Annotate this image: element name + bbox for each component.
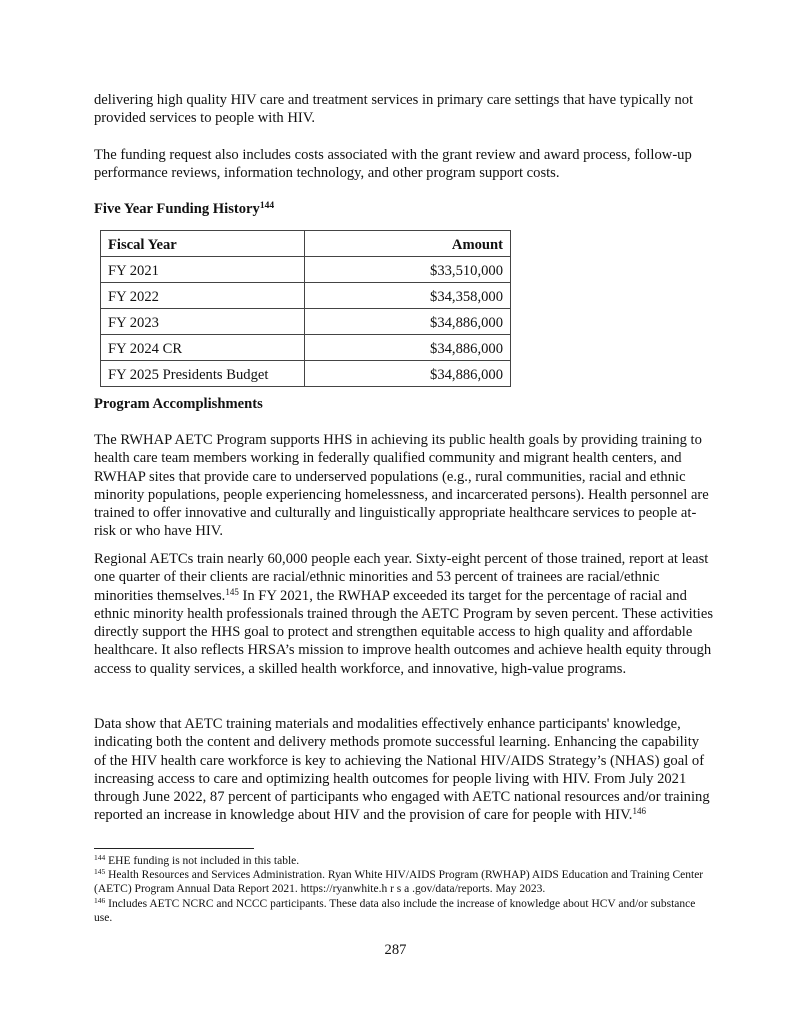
funding-request-paragraph: The funding request also includes costs associated with the grant review and award process, follow-up performance reviews, information technology, and other program support costs.	[94, 147, 692, 182]
intro-continuation-paragraph: delivering high quality HIV care and treatment services in primary care settings that have typically not provided services to people with HIV.	[94, 92, 694, 127]
footnote-number: 146	[94, 896, 106, 905]
footnote-text: Includes AETC NCRC and NCCC participants. These data also include the increase of knowledge about HCV and/or substance use.	[94, 898, 696, 925]
page-number: 287	[384, 942, 407, 958]
table-row	[101, 257, 511, 283]
fiscal-year-cell: FY 2021	[101, 257, 305, 283]
footnote-146	[94, 897, 714, 925]
table-header-row	[101, 231, 511, 257]
accomplishments-paragraph-2	[94, 550, 714, 678]
footnote-number: 145	[94, 867, 106, 876]
amount-cell: $34,886,000	[305, 361, 511, 387]
fiscal-year-cell: FY 2025 Presidents Budget	[101, 361, 305, 387]
footnote-145	[94, 868, 714, 896]
footnote-ref-146[interactable]: 146	[632, 806, 646, 817]
funding-history-heading	[94, 201, 274, 218]
table-row	[101, 309, 511, 335]
footnote-number: 144	[94, 853, 106, 862]
amount-cell: $34,886,000	[305, 309, 511, 335]
paragraph-2-text-b: In FY 2021, the RWHAP exceeded its target for the percentage of racial and ethnic minority health professionals trained through the AETC Program by seven percent. These activities directly support the HHS goal to protect and strengthen equitable access to high quality and affordable healthcare. It also reflects HRSA’s mission to improve health outcomes and achieve health equity through access to quality services, a skilled health workforce, and innovative, high-value programs.	[94, 587, 713, 677]
footnote-ref-144[interactable]: 144	[259, 201, 275, 211]
amount-cell: $33,510,000	[305, 257, 511, 283]
footnote-ref-145[interactable]: 145	[225, 586, 239, 597]
paragraph-2-text-a: Regional AETCs train nearly 60,000 people each year. Sixty-eight percent of those trained, report at least one quarter of their clients are racial/ethnic minorities and 53 percent of trainees are racial/ethnic minorities themselves.	[94, 551, 709, 604]
footnote-text: EHE funding is not included in this table.	[105, 855, 300, 867]
fiscal-year-cell: FY 2024 CR	[101, 335, 305, 361]
fiscal-year-cell: FY 2022	[101, 283, 305, 309]
table-row	[101, 335, 511, 361]
accomplishments-paragraph-3	[94, 715, 714, 825]
table-row	[101, 361, 511, 387]
footnote-separator	[94, 848, 254, 849]
funding-history-table	[100, 230, 511, 387]
funding-history-heading-text: Five Year Funding History	[94, 201, 260, 217]
accomplishments-paragraph-1: The RWHAP AETC Program supports HHS in achieving its public health goals by providing training to health care team members working in federally qualified community and migrant health centers, and RWHAP sites that provide care to underserved populations (e.g., rural communities, racial and ethnic minority populations, people experiencing homelessness, and incarcerated persons). Health personnel are trained to offer innovative and culturally and linguistically appropriate healthcare services to people at-risk or who have HIV.	[94, 432, 709, 540]
table-row	[101, 283, 511, 309]
amount-cell: $34,358,000	[305, 283, 511, 309]
column-header-amount: Amount	[305, 231, 511, 257]
paragraph-3-text: Data show that AETC training materials and modalities effectively enhance participants' knowledge, indicating both the content and delivery methods promote successful learning. Enhancing the capability of the HIV health care workforce is key to achieving the National HIV/AIDS Strategy’s (NHAS) goal of increasing access to care and optimizing health outcomes for people living with HIV. From July 2021 through June 2022, 87 percent of participants who engaged with AETC national resources and/or training reported an increase in knowledge about HIV and the provision of care for people with HIV.	[94, 716, 710, 824]
program-accomplishments-heading: Program Accomplishments	[94, 396, 263, 412]
column-header-fiscal-year: Fiscal Year	[101, 231, 305, 257]
footnote-144	[94, 854, 714, 868]
amount-cell: $34,886,000	[305, 335, 511, 361]
fiscal-year-cell: FY 2023	[101, 309, 305, 335]
footnote-text: Health Resources and Services Administration. Ryan White HIV/AIDS Program (RWHAP) AIDS Education and Training Center (AETC) Program Annual Data Report 2021. https://ryanwhite.h r s a .gov/data/reports. May 2023.	[94, 869, 704, 896]
